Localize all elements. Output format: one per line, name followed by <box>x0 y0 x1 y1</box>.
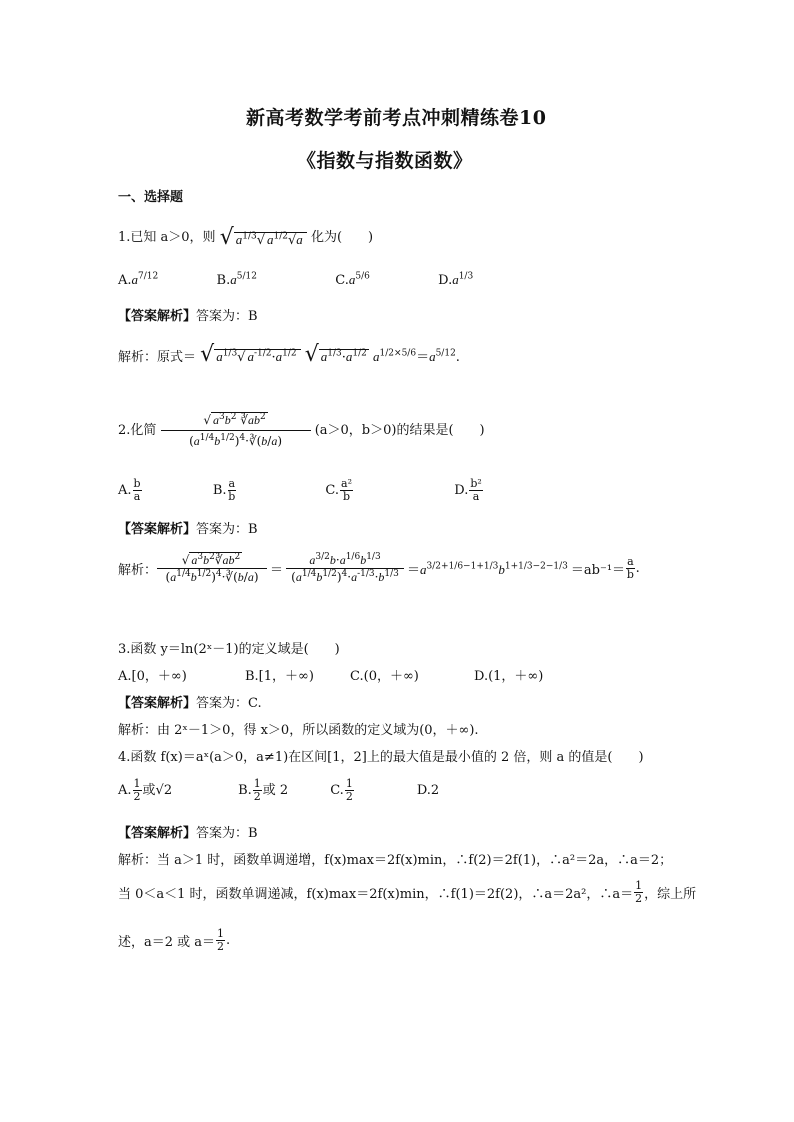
q1-radical: √ $a^{1/3}√$ $a^{1/2}√a$ <box>220 227 307 249</box>
q4-solution-line2-pre: 当 0＜a＜1 时，函数单调递减，f(x)max＝2f(x)min，∴f(1)＝2f(2)，∴a＝2a²，∴a＝ <box>118 887 634 902</box>
q1-solution <box>118 344 460 366</box>
q4-options <box>118 778 439 803</box>
q2-solution-post: ＝ab⁻¹＝ <box>570 563 626 578</box>
q2-options <box>118 478 484 503</box>
q1-options <box>118 272 473 288</box>
section-heading: 一、选择题 <box>118 190 184 205</box>
q1-stem-post: 化为( ) <box>310 230 374 245</box>
q4-option-c[interactable]: C. $\frac{1}{2}$ <box>330 777 353 803</box>
q2-answer-text: 答案为：B <box>196 522 258 537</box>
q1-solution-label: 解析：原式＝ <box>118 350 197 365</box>
q3-answer-text: 答案为：C. <box>196 696 262 711</box>
q1-answer-text: 答案为：B <box>196 309 258 324</box>
q2-option-d[interactable]: D. $\frac{\text{b²}}{a}$ <box>454 477 482 503</box>
q1-answer <box>118 305 258 324</box>
q2-option-b[interactable]: B. $\frac{a}{b}$ <box>212 477 236 503</box>
q2-fraction: $\frac{√ a^3b^2 ∛ab^2}{(a^{1/4}b^{1/2})^4\cdot∛(b/a)}$ <box>161 412 311 449</box>
q2-stem-pre: 2.化简 <box>118 423 157 438</box>
q1-option-a[interactable]: $A.a^{7/12}$ <box>118 272 159 289</box>
q4-option-d[interactable]: D.2 <box>416 783 440 798</box>
q4-answer-text: 答案为：B <box>196 826 258 841</box>
q2-solution-frac2: $a^{3/2}b\cdot a^{1/6}b^{1/3}$ $(a^{1/4}b^{1/2})^4\cdot a^{-1/3}\cdot b^{1/3}$ <box>286 552 404 585</box>
answer-label: 【答案解析】 <box>118 309 197 324</box>
q1-stem <box>118 226 373 249</box>
q1-solution-formula: √ $a^{1/3}√$ $a^{-1/2}\cdot a^{1/2}$ √ $a^{1/3}\cdot a^{1/2}$ $a^{1/2\times 5/6}=a^{5/12}$. <box>200 342 460 367</box>
q3-solution: 解析：由 2ˣ－1＞0，得 x＞0，所以函数的定义域为(0，＋∞). <box>118 723 479 738</box>
answer-label: 【答案解析】 <box>118 522 197 537</box>
q3-answer <box>118 692 262 711</box>
q4-option-a[interactable]: A. $\frac{1}{2}$ 或√2 <box>118 777 173 803</box>
page-title: 新高考数学考前考点冲刺精练卷10 <box>246 107 547 129</box>
q2-stem-post: (a＞0，b＞0)的结果是( ) <box>314 423 485 438</box>
q2-solution: 解析： √ $a^3b^2∛ab^2$ $(a^{1/4}b^{1/2})^4\cdot∛(b/a)$ ＝ $a^{3/2}b\cdot a^{1/6}b^{1/3}$ $(a^{1/4}b^{1/2})^4\cdot a^{-1/3}\cdot b^{1/3}$ $=a^{3/2+1/6-1+1/3}b^{1+1/3-2-1/3}$ ＝ab⁻¹＝ $\frac{a}{b}$ . <box>118 552 640 584</box>
q3-option-d[interactable]: D.(1，＋∞) <box>474 669 544 684</box>
q3-option-a[interactable]: A.[0，＋∞) <box>118 669 187 684</box>
q2-option-a[interactable]: A. $\frac{b}{a}$ <box>118 477 141 503</box>
q1-option-c[interactable]: $C.a^{5/6}$ <box>335 272 370 289</box>
page-subtitle: 《指数与指数函数》 <box>297 150 473 172</box>
q2-solution-frac1: √ $a^3b^2∛ab^2$ $(a^{1/4}b^{1/2})^4\cdot∛(b/a)$ <box>157 552 267 585</box>
q1-option-b[interactable]: $B.a^{5/12}$ <box>216 272 257 289</box>
q1-stem-pre: 1.已知 a＞0，则 <box>118 230 216 245</box>
q2-stem <box>118 412 485 449</box>
q4-option-b[interactable]: B. $\frac{1}{2}$ 或 2 <box>238 777 289 803</box>
q4-solution-line3-post: . <box>226 933 231 948</box>
answer-label: 【答案解析】 <box>118 826 197 841</box>
q2-solution-label: 解析： <box>118 563 158 578</box>
q1-option-d[interactable]: $D.a^{1/3}$ <box>438 272 474 289</box>
q2-option-c[interactable]: C. $\frac{\text{a²}}{b}$ <box>325 477 352 503</box>
q4-solution-line1: 解析：当 a＞1 时，函数单调递增，f(x)max＝2f(x)min，∴f(2)＝2f(1)，∴a²＝2a，∴a＝2； <box>118 853 673 868</box>
q4-solution-line3-pre: 述，a＝2 或 a＝ <box>118 935 216 950</box>
q4-solution-line2: 当 0＜a＜1 时，函数单调递减，f(x)max＝2f(x)min，∴f(1)＝2f(2)，∴a＝2a²，∴a＝ $\frac{1}{2}$ ，综上所 <box>118 879 697 905</box>
q3-option-c[interactable]: C.(0，＋∞) <box>350 669 419 684</box>
q3-option-b[interactable]: B.[1，＋∞) <box>245 669 314 684</box>
q4-answer <box>118 822 258 841</box>
q4-stem: 4.函数 f(x)＝aˣ(a＞0，a≠1)在区间[1，2]上的最大值是最小值的 2 倍，则 a 的值是( ) <box>118 750 644 765</box>
answer-label: 【答案解析】 <box>118 696 197 711</box>
q2-answer <box>118 518 258 537</box>
q3-stem: 3.函数 y＝ln(2ˣ－1)的定义域是( ) <box>118 642 340 657</box>
q4-solution-line2-post: ，综上所 <box>644 887 697 902</box>
q4-solution-line3: 述，a＝2 或 a＝ $\frac{1}{2}$ . <box>118 927 231 953</box>
